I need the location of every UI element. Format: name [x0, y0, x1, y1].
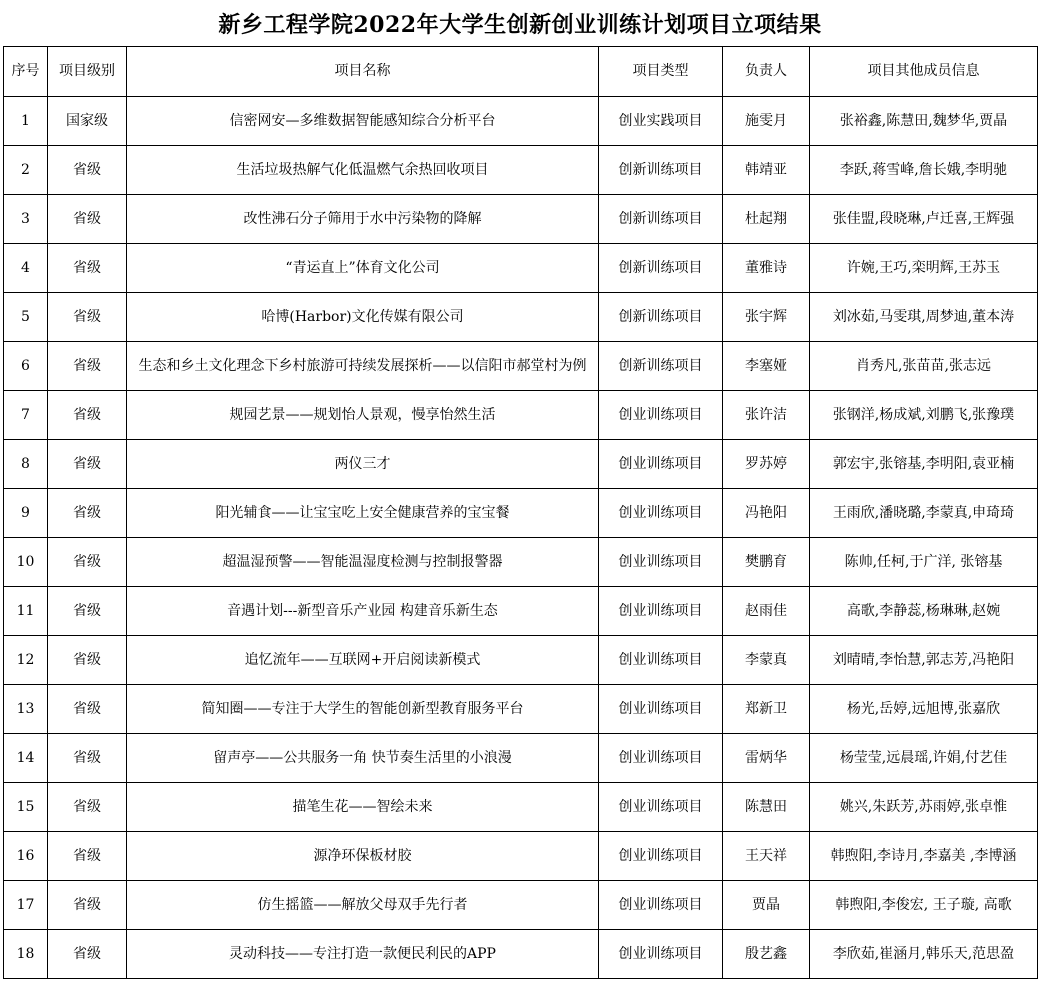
cell-index[interactable]: 9 — [4, 489, 48, 538]
cell-members[interactable]: 陈帅,任柯,于广洋, 张镕基 — [810, 538, 1038, 587]
cell-project-type[interactable]: 创新训练项目 — [599, 244, 723, 293]
cell-members[interactable]: 肖秀凡,张苗苗,张志远 — [810, 342, 1038, 391]
cell-project-type[interactable]: 创业实践项目 — [599, 97, 723, 146]
cell-members[interactable]: 郭宏宇,张镕基,李明阳,袁亚楠 — [810, 440, 1038, 489]
cell-members[interactable]: 杨莹莹,远晨瑶,许娟,付艺佳 — [810, 734, 1038, 783]
cell-project-name[interactable]: 阳光辅食——让宝宝吃上安全健康营养的宝宝餐 — [127, 489, 599, 538]
table-row — [4, 734, 1038, 783]
table-row — [4, 391, 1038, 440]
cell-level[interactable]: 省级 — [48, 489, 127, 538]
cell-level[interactable]: 省级 — [48, 293, 127, 342]
cell-project-type[interactable]: 创新训练项目 — [599, 293, 723, 342]
header-cell-index[interactable]: 序号 — [4, 47, 48, 97]
cell-project-name[interactable]: “青运直上”体育文化公司 — [127, 244, 599, 293]
cell-leader[interactable]: 冯艳阳 — [723, 489, 810, 538]
cell-project-type[interactable]: 创业训练项目 — [599, 440, 723, 489]
table-row — [4, 538, 1038, 587]
table-row — [4, 881, 1038, 930]
table-row — [4, 930, 1038, 979]
cell-level[interactable]: 省级 — [48, 146, 127, 195]
cell-level[interactable]: 省级 — [48, 195, 127, 244]
cell-leader[interactable]: 王天祥 — [723, 832, 810, 881]
cell-index[interactable]: 18 — [4, 930, 48, 979]
cell-project-type[interactable]: 创业训练项目 — [599, 881, 723, 930]
cell-project-name[interactable]: 追忆流年——互联网+开启阅读新模式 — [127, 636, 599, 685]
cell-project-type[interactable]: 创业训练项目 — [599, 783, 723, 832]
cell-leader[interactable]: 贾晶 — [723, 881, 810, 930]
header-cell-members[interactable]: 项目其他成员信息 — [810, 47, 1038, 97]
table-row — [4, 342, 1038, 391]
header-cell-leader[interactable]: 负责人 — [723, 47, 810, 97]
cell-leader[interactable]: 郑新卫 — [723, 685, 810, 734]
cell-leader[interactable]: 韩靖亚 — [723, 146, 810, 195]
cell-leader[interactable]: 李塞娅 — [723, 342, 810, 391]
cell-project-type[interactable]: 创新训练项目 — [599, 195, 723, 244]
cell-project-name[interactable]: 仿生摇篮——解放父母双手先行者 — [127, 881, 599, 930]
table-row — [4, 97, 1038, 146]
cell-project-name[interactable]: 规园艺景——规划怡人景观，慢享怡然生活 — [127, 391, 599, 440]
cell-leader[interactable]: 张宇辉 — [723, 293, 810, 342]
cell-level[interactable]: 省级 — [48, 538, 127, 587]
cell-level[interactable]: 省级 — [48, 244, 127, 293]
cell-leader[interactable]: 董雅诗 — [723, 244, 810, 293]
table-row — [4, 832, 1038, 881]
cell-index[interactable]: 5 — [4, 293, 48, 342]
cell-index[interactable]: 3 — [4, 195, 48, 244]
cell-index[interactable]: 17 — [4, 881, 48, 930]
cell-members[interactable]: 姚兴,朱跃芳,苏雨婷,张卓惟 — [810, 783, 1038, 832]
cell-level[interactable]: 省级 — [48, 783, 127, 832]
cell-members[interactable]: 张钢洋,杨成斌,刘鹏飞,张豫璞 — [810, 391, 1038, 440]
cell-project-type[interactable]: 创业训练项目 — [599, 832, 723, 881]
cell-project-type[interactable]: 创业训练项目 — [599, 685, 723, 734]
table-row — [4, 587, 1038, 636]
table-row — [4, 783, 1038, 832]
cell-project-name[interactable]: 超温湿预警——智能温湿度检测与控制报警器 — [127, 538, 599, 587]
cell-project-name[interactable]: 源净环保板材胶 — [127, 832, 599, 881]
cell-members[interactable]: 高歌,李静蕊,杨琳琳,赵婉 — [810, 587, 1038, 636]
cell-index[interactable]: 15 — [4, 783, 48, 832]
cell-members[interactable]: 刘晴晴,李怡慧,郭志芳,冯艳阳 — [810, 636, 1038, 685]
cell-leader[interactable]: 雷炳华 — [723, 734, 810, 783]
cell-members[interactable]: 王雨欣,潘晓璐,李蒙真,申琦琦 — [810, 489, 1038, 538]
cell-project-name[interactable]: 灵动科技——专注打造一款便民利民的APP — [127, 930, 599, 979]
cell-project-type[interactable]: 创新训练项目 — [599, 146, 723, 195]
cell-project-name[interactable]: 信密网安—多维数据智能感知综合分析平台 — [127, 97, 599, 146]
cell-members[interactable]: 许婉,王巧,栾明辉,王苏玉 — [810, 244, 1038, 293]
cell-project-type[interactable]: 创业训练项目 — [599, 538, 723, 587]
cell-index[interactable]: 16 — [4, 832, 48, 881]
cell-project-name[interactable]: 生态和乡土文化理念下乡村旅游可持续发展探析——以信阳市郝堂村为例 — [127, 342, 599, 391]
table-row — [4, 489, 1038, 538]
cell-project-type[interactable]: 创业训练项目 — [599, 636, 723, 685]
cell-index[interactable]: 6 — [4, 342, 48, 391]
cell-project-name[interactable]: 两仪三才 — [127, 440, 599, 489]
cell-level[interactable]: 国家级 — [48, 97, 127, 146]
header-row — [4, 47, 1038, 97]
cell-index[interactable]: 13 — [4, 685, 48, 734]
cell-level[interactable]: 省级 — [48, 391, 127, 440]
cell-members[interactable]: 刘冰茹,马雯琪,周梦迪,董本涛 — [810, 293, 1038, 342]
header-cell-project-name[interactable]: 项目名称 — [127, 47, 599, 97]
cell-project-name[interactable]: 生活垃圾热解气化低温燃气余热回收项目 — [127, 146, 599, 195]
cell-index[interactable]: 8 — [4, 440, 48, 489]
cell-leader[interactable]: 樊鹏育 — [723, 538, 810, 587]
cell-members[interactable]: 李跃,蒋雪峰,詹长娥,李明驰 — [810, 146, 1038, 195]
cell-project-type[interactable]: 创业训练项目 — [599, 489, 723, 538]
cell-leader[interactable]: 施雯月 — [723, 97, 810, 146]
cell-index[interactable]: 11 — [4, 587, 48, 636]
table-row — [4, 440, 1038, 489]
cell-leader[interactable]: 赵雨佳 — [723, 587, 810, 636]
table-row — [4, 685, 1038, 734]
table-row — [4, 146, 1038, 195]
cell-level[interactable]: 省级 — [48, 685, 127, 734]
table-row — [4, 244, 1038, 293]
cell-leader[interactable]: 罗苏婷 — [723, 440, 810, 489]
cell-leader[interactable]: 殷艺鑫 — [723, 930, 810, 979]
cell-level[interactable]: 省级 — [48, 881, 127, 930]
cell-level[interactable]: 省级 — [48, 440, 127, 489]
cell-level[interactable]: 省级 — [48, 636, 127, 685]
header-cell-project-type[interactable]: 项目类型 — [599, 47, 723, 97]
cell-members[interactable]: 李欣茹,崔涵月,韩乐天,范思盈 — [810, 930, 1038, 979]
cell-members[interactable]: 张佳盟,段晓琳,卢迁喜,王辉强 — [810, 195, 1038, 244]
cell-members[interactable]: 韩煦阳,李俊宏, 王子璇, 高歌 — [810, 881, 1038, 930]
cell-project-type[interactable]: 创新训练项目 — [599, 342, 723, 391]
table-row — [4, 636, 1038, 685]
cell-level[interactable]: 省级 — [48, 832, 127, 881]
cell-project-name[interactable]: 留声亭——公共服务一角 快节奏生活里的小浪漫 — [127, 734, 599, 783]
cell-project-type[interactable]: 创业训练项目 — [599, 587, 723, 636]
cell-index[interactable]: 1 — [4, 97, 48, 146]
cell-index[interactable]: 10 — [4, 538, 48, 587]
cell-level[interactable]: 省级 — [48, 734, 127, 783]
cell-leader[interactable]: 陈慧田 — [723, 783, 810, 832]
cell-project-name[interactable]: 描笔生花——智绘未来 — [127, 783, 599, 832]
cell-level[interactable]: 省级 — [48, 930, 127, 979]
cell-leader[interactable]: 李蒙真 — [723, 636, 810, 685]
table-row — [4, 195, 1038, 244]
cell-members[interactable]: 韩煦阳,李诗月,李嘉美 ,李博涵 — [810, 832, 1038, 881]
cell-project-type[interactable]: 创业训练项目 — [599, 734, 723, 783]
cell-project-name[interactable]: 哈博(Harbor)文化传媒有限公司 — [127, 293, 599, 342]
cell-members[interactable]: 张裕鑫,陈慧田,魏梦华,贾晶 — [810, 97, 1038, 146]
cell-leader[interactable]: 张许洁 — [723, 391, 810, 440]
cell-project-name[interactable]: 改性沸石分子筛用于水中污染物的降解 — [127, 195, 599, 244]
cell-index[interactable]: 7 — [4, 391, 48, 440]
cell-project-name[interactable]: 简知圈——专注于大学生的智能创新型教育服务平台 — [127, 685, 599, 734]
cell-project-type[interactable]: 创业训练项目 — [599, 930, 723, 979]
cell-level[interactable]: 省级 — [48, 587, 127, 636]
cell-index[interactable]: 2 — [4, 146, 48, 195]
results-table — [3, 46, 1038, 979]
cell-index[interactable]: 12 — [4, 636, 48, 685]
cell-index[interactable]: 4 — [4, 244, 48, 293]
cell-project-name[interactable]: 音遇计划---新型音乐产业园 构建音乐新生态 — [127, 587, 599, 636]
sheet-title: 新乡工程学院2022年大学生创新创业训练计划项目立项结果 — [218, 11, 822, 38]
table-row — [4, 293, 1038, 342]
cell-members[interactable]: 杨光,岳婷,远旭博,张嘉欣 — [810, 685, 1038, 734]
cell-project-type[interactable]: 创业训练项目 — [599, 391, 723, 440]
cell-index[interactable]: 14 — [4, 734, 48, 783]
header-cell-level[interactable]: 项目级别 — [48, 47, 127, 97]
cell-leader[interactable]: 杜起翔 — [723, 195, 810, 244]
cell-level[interactable]: 省级 — [48, 342, 127, 391]
